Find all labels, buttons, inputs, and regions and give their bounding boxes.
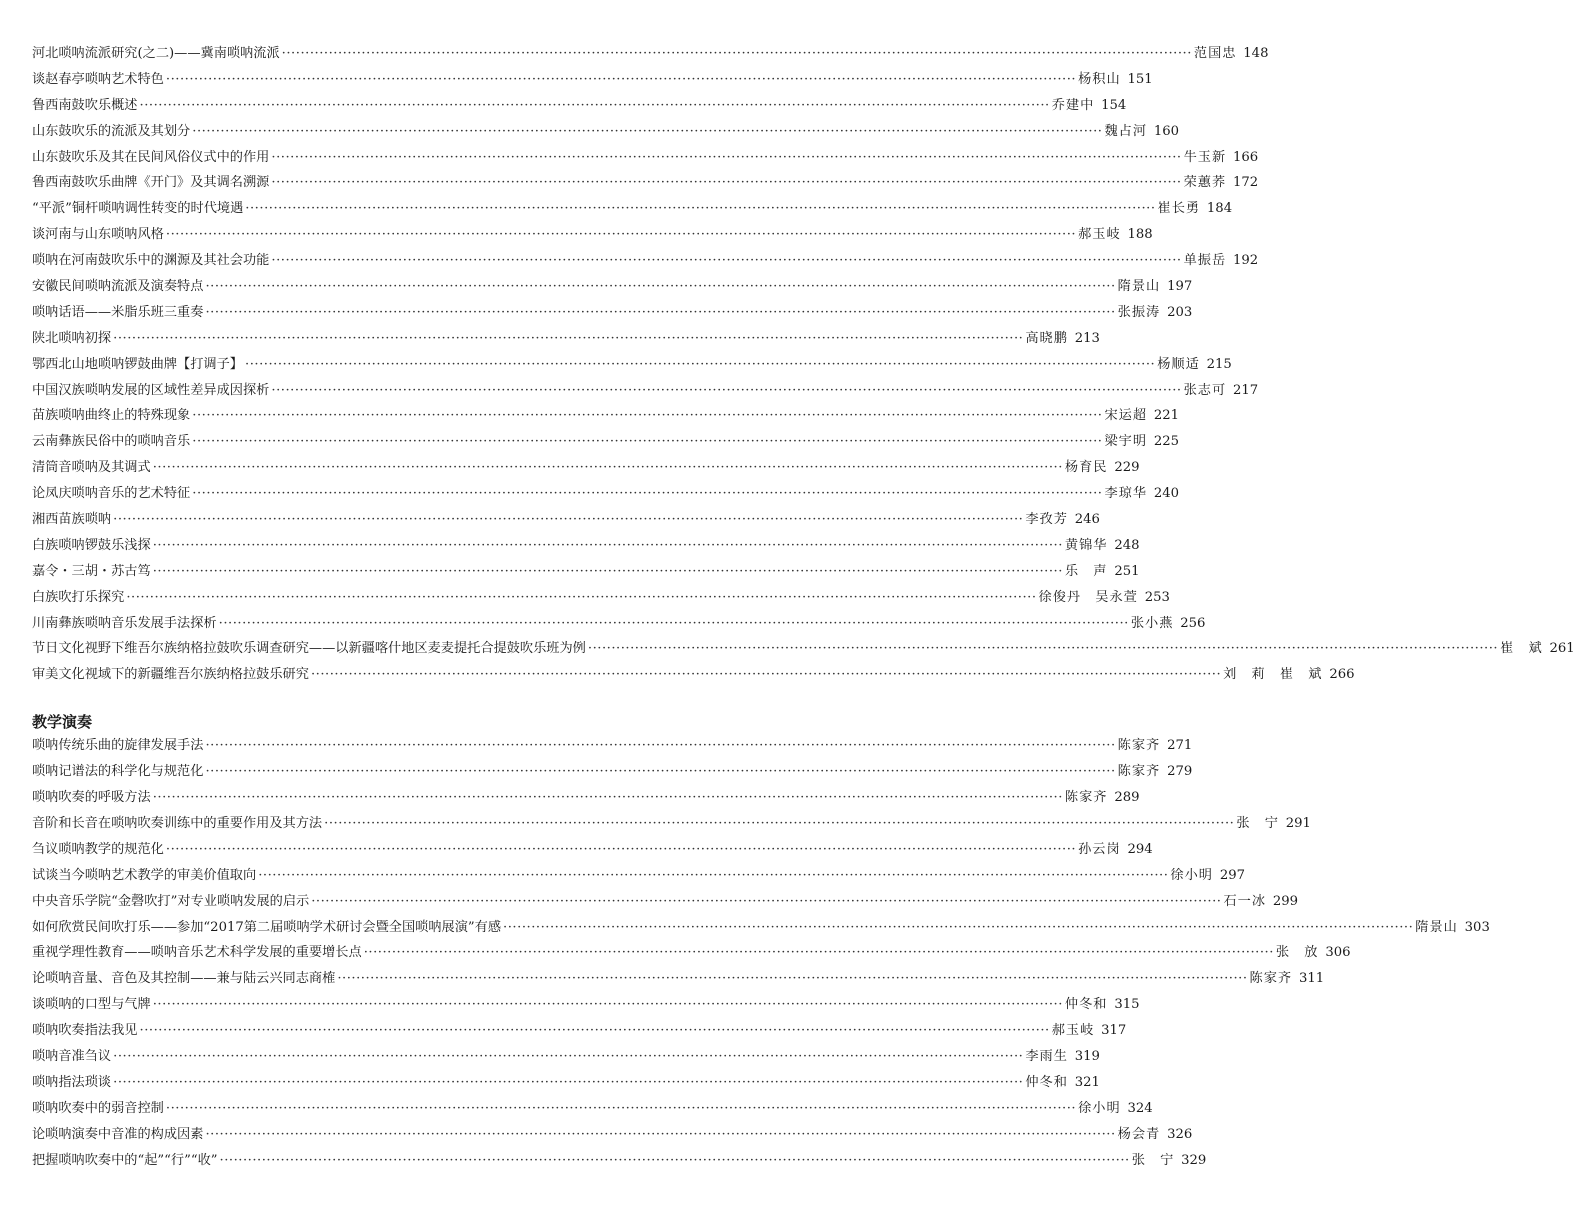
toc-entry[interactable] (32, 612, 1206, 638)
entry-title: 唢呐话语——米脂乐班三重奏 (32, 304, 204, 320)
entry-page-number: 197 (1167, 279, 1193, 295)
entry-author: 杨育民 (1064, 460, 1108, 476)
entry-page-number: 172 (1233, 175, 1259, 191)
entry-title: 苗族唢呐曲终止的特殊现象 (32, 408, 191, 424)
toc-entry[interactable] (32, 1097, 1153, 1123)
dot-leader (245, 201, 1155, 216)
toc-entry[interactable] (32, 916, 1490, 942)
entry-author: 范国忠 (1193, 46, 1237, 61)
entry-author: 荣蕙荞 (1183, 175, 1227, 191)
entry-title: 嘉令・三胡・苏古笃 (32, 563, 151, 579)
entry-page-number: 184 (1206, 201, 1233, 217)
dot-leader (271, 253, 1181, 268)
toc-entry[interactable] (32, 379, 1259, 405)
entry-page-number: 251 (1114, 563, 1140, 579)
entry-author: 徐小明 (1170, 867, 1213, 883)
dot-leader (153, 564, 1063, 579)
entry-title: 唢呐音准刍议 (32, 1048, 112, 1064)
dot-leader (282, 46, 1192, 61)
dot-leader (192, 124, 1102, 139)
toc-entry[interactable] (32, 68, 1153, 94)
entry-page-number: 246 (1074, 512, 1100, 528)
entry-title: 把握唢呐吹奏中的“起”“行”“收” (32, 1152, 218, 1168)
dot-leader (166, 1101, 1076, 1116)
entry-page-number: 289 (1114, 790, 1140, 806)
entry-title: 川南彝族唢呐音乐发展手法探析 (32, 615, 217, 631)
toc-entry[interactable] (32, 941, 1351, 967)
entry-title: 唢呐记谱法的科学化与规范化 (32, 764, 204, 780)
entry-author: 崔长勇 (1157, 201, 1201, 217)
entry-title: 白族唢呐锣鼓乐浅探 (32, 537, 151, 553)
entry-page-number: 148 (1243, 46, 1269, 61)
entry-page-number: 329 (1181, 1152, 1207, 1168)
section-heading: 教学演奏 (32, 713, 93, 732)
entry-author: 李琼华 (1104, 486, 1148, 502)
entry-page-number: 299 (1272, 893, 1299, 909)
entry-page-number: 217 (1233, 382, 1259, 398)
entry-author: 杨积山 (1078, 71, 1121, 87)
dot-leader (205, 305, 1115, 320)
entry-author: 梁宇明 (1104, 434, 1148, 450)
entry-title: 音阶和长音在唢呐吹奏训练中的重要作用及其方法 (32, 815, 323, 831)
entry-title: 云南彝族民俗中的唢呐音乐 (32, 434, 191, 450)
toc-entry[interactable] (32, 508, 1100, 534)
toc-entry[interactable] (32, 734, 1193, 760)
entry-author: 隋景山 (1415, 919, 1458, 935)
toc-entry[interactable] (32, 197, 1233, 223)
entry-title: 山东鼓吹乐及其在民间风俗仪式中的作用 (32, 149, 270, 165)
entry-title: 如何欣赏民间吹打乐——参加“2017第二届唢呐学术研讨会暨全国唢呐展演”有感 (32, 919, 502, 935)
entry-author: 陈家齐 (1064, 790, 1108, 806)
dot-leader (153, 538, 1063, 553)
toc-entry[interactable] (32, 120, 1180, 146)
entry-page-number: 166 (1233, 149, 1259, 165)
entry-title: 鄂西北山地唢呐锣鼓曲牌【打调子】 (32, 356, 243, 372)
toc-entry[interactable] (32, 430, 1180, 456)
dot-leader (503, 920, 1413, 935)
toc-entry[interactable] (32, 275, 1193, 301)
dot-leader (271, 150, 1181, 165)
entry-title: 唢呐吹奏的呼吸方法 (32, 790, 151, 806)
toc-entry[interactable] (32, 838, 1153, 864)
dot-leader (113, 331, 1023, 346)
entry-author: 仲冬和 (1025, 1074, 1068, 1090)
entry-page-number: 317 (1101, 1023, 1127, 1039)
entry-author: 张 宁 (1131, 1152, 1175, 1168)
entry-title: 河北唢呐流派研究(之二)——冀南唢呐流派 (32, 46, 280, 61)
toc-list-regional (32, 42, 1575, 689)
entry-author: 郝玉岐 (1078, 227, 1121, 243)
dot-leader (324, 816, 1234, 831)
dot-leader (220, 1153, 1130, 1168)
dot-leader (113, 1049, 1023, 1064)
toc-entry[interactable] (32, 586, 1170, 612)
toc-entry[interactable] (32, 890, 1299, 916)
entry-author: 陈家齐 (1117, 764, 1161, 780)
entry-title: 唢呐在河南鼓吹乐中的渊源及其社会功能 (32, 253, 270, 269)
entry-page-number: 294 (1127, 841, 1153, 857)
entry-title: 唢呐传统乐曲的旋律发展手法 (32, 738, 204, 754)
dot-leader (205, 738, 1115, 753)
entry-title: 论凤庆唢呐音乐的艺术特征 (32, 486, 191, 502)
entry-title: 谈河南与山东唢呐风格 (32, 227, 164, 243)
toc-entry[interactable] (32, 249, 1259, 275)
toc-entry[interactable] (32, 301, 1193, 327)
toc-entry[interactable] (32, 223, 1153, 249)
entry-author: 宋运超 (1104, 408, 1148, 424)
entry-page-number: 221 (1153, 408, 1180, 424)
entry-author: 杨顺适 (1157, 356, 1200, 372)
entry-author: 张 宁 (1236, 815, 1279, 831)
entry-author: 高晓鹏 (1025, 330, 1068, 346)
entry-author: 黄锦华 (1064, 537, 1108, 553)
entry-page-number: 297 (1219, 867, 1245, 883)
entry-page-number: 154 (1101, 97, 1127, 113)
dot-leader (192, 434, 1102, 449)
entry-author: 陈家齐 (1117, 738, 1161, 754)
entry-page-number: 160 (1153, 123, 1180, 139)
dot-leader (205, 279, 1115, 294)
entry-title: 鲁西南鼓吹乐概述 (32, 97, 138, 113)
toc-entry[interactable] (32, 482, 1180, 508)
entry-title: “平派”铜杆唢呐调性转变的时代境遇 (32, 201, 244, 217)
dot-leader (588, 641, 1498, 656)
entry-author: 隋景山 (1117, 279, 1161, 295)
dot-leader (271, 383, 1181, 398)
toc-entry[interactable] (32, 327, 1100, 353)
toc-entry[interactable] (32, 353, 1232, 379)
toc-list-teaching (32, 734, 1490, 1174)
entry-title: 山东鼓吹乐的流派及其划分 (32, 123, 191, 139)
dot-leader (311, 894, 1221, 909)
entry-page-number: 229 (1114, 460, 1140, 476)
entry-title: 节日文化视野下维吾尔族纳格拉鼓吹乐调查研究——以新疆喀什地区麦麦提托合提鼓吹乐班为例 (32, 641, 586, 657)
entry-author: 李雨生 (1025, 1048, 1068, 1064)
entry-title: 谈赵春亭唢呐艺术特色 (32, 71, 164, 87)
toc-entry[interactable] (32, 663, 1355, 689)
entry-title: 白族吹打乐探究 (32, 589, 125, 605)
toc-entry[interactable] (32, 637, 1575, 663)
entry-page-number: 279 (1167, 764, 1193, 780)
dot-leader (337, 971, 1247, 986)
entry-page-number: 319 (1074, 1048, 1100, 1064)
entry-page-number: 321 (1074, 1074, 1100, 1090)
entry-title: 唢呐吹奏指法我见 (32, 1023, 138, 1039)
entry-author: 张振涛 (1117, 304, 1161, 320)
entry-page-number: 253 (1144, 589, 1170, 605)
dot-leader (153, 997, 1063, 1012)
dot-leader (219, 616, 1129, 631)
entry-author: 石一冰 (1223, 893, 1267, 909)
dot-leader (153, 790, 1063, 805)
entry-page-number: 261 (1549, 641, 1575, 657)
dot-leader (205, 1127, 1115, 1142)
entry-author: 魏占河 (1104, 123, 1148, 139)
entry-page-number: 151 (1127, 71, 1153, 87)
dot-leader (364, 945, 1274, 960)
toc-entry[interactable] (32, 1149, 1207, 1175)
entry-author: 崔 斌 (1500, 641, 1543, 657)
entry-title: 安徽民间唢呐流派及演奏特点 (32, 279, 204, 295)
entry-author: 郝玉岐 (1051, 1023, 1095, 1039)
entry-title: 清筒音唢呐及其调式 (32, 460, 151, 476)
toc-entry[interactable] (32, 560, 1140, 586)
dot-leader (205, 764, 1115, 779)
toc-entry[interactable] (32, 146, 1259, 172)
entry-page-number: 203 (1167, 304, 1193, 320)
dot-leader (258, 868, 1168, 883)
entry-author: 牛玉新 (1183, 149, 1227, 165)
toc-entry[interactable] (32, 171, 1259, 197)
toc-entry[interactable] (32, 760, 1193, 786)
toc-entry[interactable] (32, 786, 1140, 812)
toc-entry[interactable] (32, 94, 1127, 120)
entry-title: 陕北唢呐初探 (32, 330, 112, 346)
entry-title: 论唢呐音量、音色及其控制——兼与陆云兴同志商榷 (32, 971, 336, 987)
dot-leader (166, 227, 1076, 242)
dot-leader (271, 175, 1181, 190)
toc-entry[interactable] (32, 534, 1140, 560)
dot-leader (140, 1023, 1050, 1038)
entry-page-number: 188 (1127, 227, 1153, 243)
entry-title: 试谈当今唢呐艺术教学的审美价值取向 (32, 867, 257, 883)
entry-page-number: 225 (1153, 434, 1180, 450)
entry-page-number: 266 (1329, 667, 1355, 683)
entry-page-number: 303 (1464, 919, 1490, 935)
entry-author: 孙云岗 (1078, 841, 1121, 857)
entry-page-number: 215 (1206, 356, 1232, 372)
entry-page-number: 192 (1233, 253, 1259, 269)
toc-entry[interactable] (32, 1045, 1100, 1071)
dot-leader (126, 590, 1036, 605)
entry-title: 湘西苗族唢呐 (32, 512, 112, 528)
entry-page-number: 291 (1285, 815, 1311, 831)
entry-author: 张志可 (1183, 382, 1227, 398)
entry-author: 刘 莉 崔 斌 (1223, 667, 1323, 683)
entry-title: 刍议唢呐教学的规范化 (32, 841, 164, 857)
entry-title: 中央音乐学院“金磬吹打”对专业唢呐发展的启示 (32, 893, 310, 909)
entry-author: 单振岳 (1183, 253, 1227, 269)
entry-author: 徐小明 (1078, 1100, 1121, 1116)
entry-author: 乐 声 (1064, 563, 1108, 579)
entry-page-number: 306 (1325, 945, 1351, 961)
entry-page-number: 256 (1180, 615, 1206, 631)
entry-page-number: 271 (1167, 738, 1193, 754)
toc-entry[interactable] (32, 42, 1269, 68)
toc-entry[interactable] (32, 812, 1311, 838)
table-of-contents (32, 42, 1575, 1174)
entry-title: 鲁西南鼓吹乐曲牌《开门》及其调名溯源 (32, 175, 270, 191)
entry-page-number: 248 (1114, 537, 1140, 553)
toc-entry[interactable] (32, 1123, 1193, 1149)
entry-title: 谈唢呐的口型与气牌 (32, 997, 151, 1013)
entry-author: 杨会青 (1117, 1126, 1161, 1142)
dot-leader (192, 408, 1102, 423)
dot-leader (192, 486, 1102, 501)
entry-author: 仲冬和 (1064, 997, 1108, 1013)
dot-leader (140, 98, 1050, 113)
toc-entry[interactable] (32, 864, 1245, 890)
toc-entry[interactable] (32, 1071, 1100, 1097)
entry-title: 审美文化视域下的新疆维吾尔族纳格拉鼓乐研究 (32, 667, 309, 683)
entry-title: 重视学理性教育——唢呐音乐艺术科学发展的重要增长点 (32, 945, 362, 961)
dot-leader (153, 460, 1063, 475)
entry-author: 李孜芳 (1025, 512, 1068, 528)
entry-author: 张 放 (1275, 945, 1319, 961)
entry-page-number: 315 (1114, 997, 1140, 1013)
dot-leader (113, 1075, 1023, 1090)
toc-entry[interactable] (32, 404, 1180, 430)
dot-leader (113, 512, 1023, 527)
dot-leader (311, 667, 1221, 682)
entry-title: 唢呐指法琐谈 (32, 1074, 112, 1090)
entry-title: 唢呐吹奏中的弱音控制 (32, 1100, 164, 1116)
entry-page-number: 213 (1074, 330, 1100, 346)
entry-page-number: 326 (1167, 1126, 1193, 1142)
entry-page-number: 324 (1127, 1100, 1153, 1116)
dot-leader (166, 72, 1076, 87)
dot-leader (245, 357, 1155, 372)
entry-title: 中国汉族唢呐发展的区域性差异成因探析 (32, 382, 270, 398)
entry-author: 徐俊丹 吴永萱 (1038, 589, 1138, 605)
entry-author: 乔建中 (1051, 97, 1095, 113)
toc-entry[interactable] (32, 967, 1325, 993)
dot-leader (166, 842, 1076, 857)
entry-title: 论唢呐演奏中音准的构成因素 (32, 1126, 204, 1142)
toc-entry[interactable] (32, 1019, 1127, 1045)
toc-entry[interactable] (32, 993, 1140, 1019)
entry-author: 陈家齐 (1249, 971, 1293, 987)
entry-author: 张小燕 (1130, 615, 1174, 631)
entry-page-number: 311 (1298, 971, 1325, 987)
entry-page-number: 240 (1153, 486, 1180, 502)
toc-entry[interactable] (32, 456, 1140, 482)
